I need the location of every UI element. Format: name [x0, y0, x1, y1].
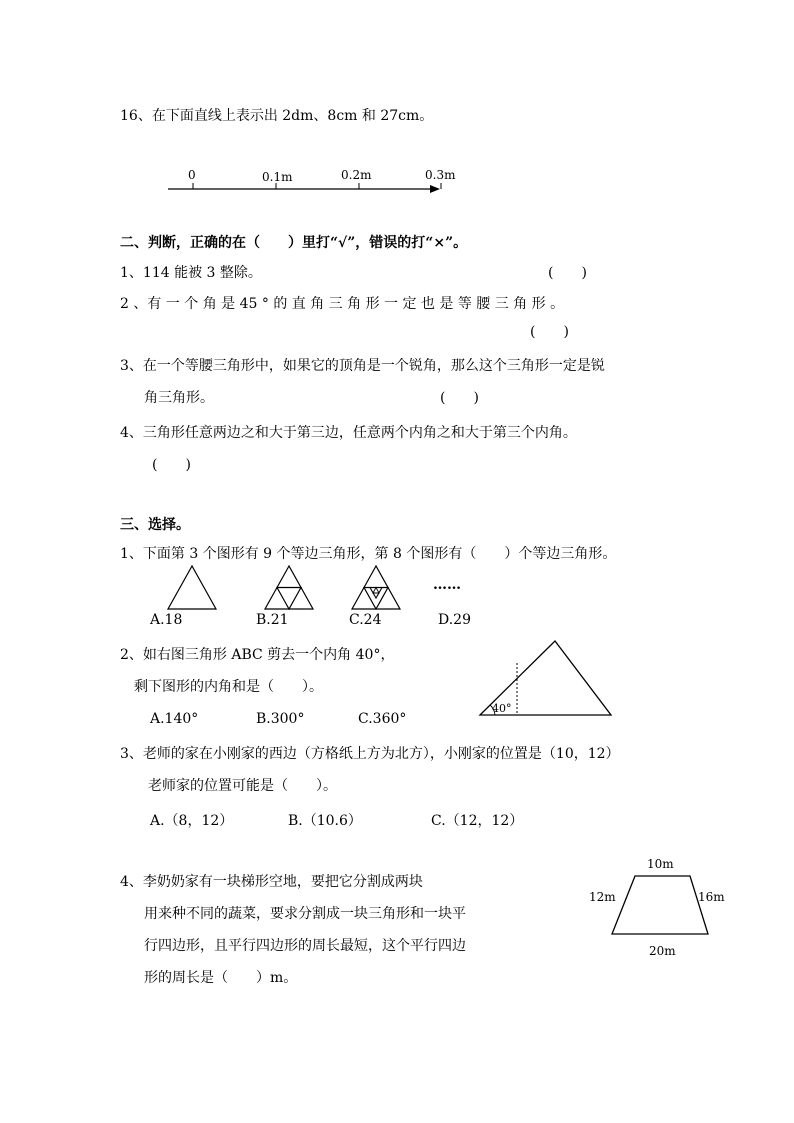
triangle-fig-1: [168, 566, 216, 609]
judge-2-paren[interactable]: ( ): [530, 324, 569, 340]
angle-label: 40°: [492, 702, 512, 715]
choice-3-text-line2: 老师家的位置可能是（ ）。: [148, 778, 337, 794]
trapezoid-bottom-label: 20m: [649, 944, 676, 958]
judge-3-text-line1: 3、在一个等腰三角形中，如果它的顶角是一个锐角，那么这个三角形一定是锐: [120, 358, 605, 374]
sequence-ellipsis: ……: [433, 577, 461, 593]
choice-2-text-line1: 2、如右图三角形 ABC 剪去一个内角 40°，: [120, 647, 395, 663]
tick-label-2: 0.2m: [341, 168, 372, 182]
choice-3-option-a[interactable]: A.（8，12）: [150, 813, 234, 829]
trapezoid: [612, 876, 708, 934]
trapezoid-right-label: 16m: [698, 890, 725, 904]
number-line-arrow: [430, 185, 440, 193]
choice-2-text-line2: 剩下图形的内角和是（ ）。: [134, 679, 323, 695]
judge-1-text: 1、114 能被 3 整除。: [120, 265, 262, 281]
judge-4-paren[interactable]: ( ): [152, 457, 191, 473]
choice-2-option-a[interactable]: A.140°: [150, 711, 199, 727]
judge-2-text: 2 、有 一 个 角 是 45 ° 的 直 角 三 角 形 一 定 也 是 等 腰 三 角 形 。: [120, 296, 565, 312]
judge-3-paren[interactable]: ( ): [440, 390, 479, 406]
section2-heading: 二、判断，正确的在（ ）里打“√”，错误的打“×”。: [120, 235, 468, 251]
tick-label-3: 0.3m: [425, 168, 456, 182]
choice-1-text: 1、下面第 3 个图形有 9 个等边三角形，第 8 个图形有（ ）个等边三角形。: [120, 546, 617, 562]
choice-1-option-a[interactable]: A.18: [150, 612, 183, 628]
triangle-sequence-figure: [160, 562, 420, 612]
number-line: [160, 160, 450, 200]
choice-4-text-line1: 4、李奶奶家有一块梯形空地，要把它分割成两块: [120, 874, 423, 890]
tick-label-1: 0.1m: [262, 170, 293, 184]
choice-3-option-c[interactable]: C.（12，12）: [431, 813, 524, 829]
tick-label-0: 0: [188, 168, 196, 182]
choice-1-option-b[interactable]: B.21: [256, 612, 289, 628]
choice-4-text-line2: 用来种不同的蔬菜，要求分割成一块三角形和一块平: [144, 906, 466, 922]
choice-2-option-b[interactable]: B.300°: [256, 711, 305, 727]
choice-3-text-line1: 3、老师的家在小刚家的西边（方格纸上方为北方），小刚家的位置是（10，12）: [120, 746, 620, 762]
triangle-fig-3: [352, 566, 400, 609]
choice-4-text-line3: 行四边形，且平行四边形的周长最短，这个平行四边: [144, 938, 466, 954]
choice-1-option-d[interactable]: D.29: [438, 612, 471, 628]
choice-2-option-c[interactable]: C.360°: [358, 711, 407, 727]
judge-3-text-line2: 角三角形。: [144, 390, 214, 406]
q16-text: 16、在下面直线上表示出 2dm、8cm 和 27cm。: [120, 108, 434, 124]
choice-4-text-line4: 形的周长是（ ）m。: [144, 970, 298, 986]
triangle-fig-2: [265, 566, 313, 609]
section3-heading: 三、选择。: [120, 517, 190, 533]
choice-1-option-c[interactable]: C.24: [349, 612, 382, 628]
trapezoid-left-label: 12m: [589, 890, 616, 904]
trapezoid-top-label: 10m: [647, 857, 674, 871]
choice-3-option-b[interactable]: B.（10.6）: [288, 813, 362, 829]
judge-4-text: 4、三角形任意两边之和大于第三边，任意两个内角之和大于第三个内角。: [120, 425, 577, 441]
judge-1-paren[interactable]: ( ): [548, 265, 587, 281]
